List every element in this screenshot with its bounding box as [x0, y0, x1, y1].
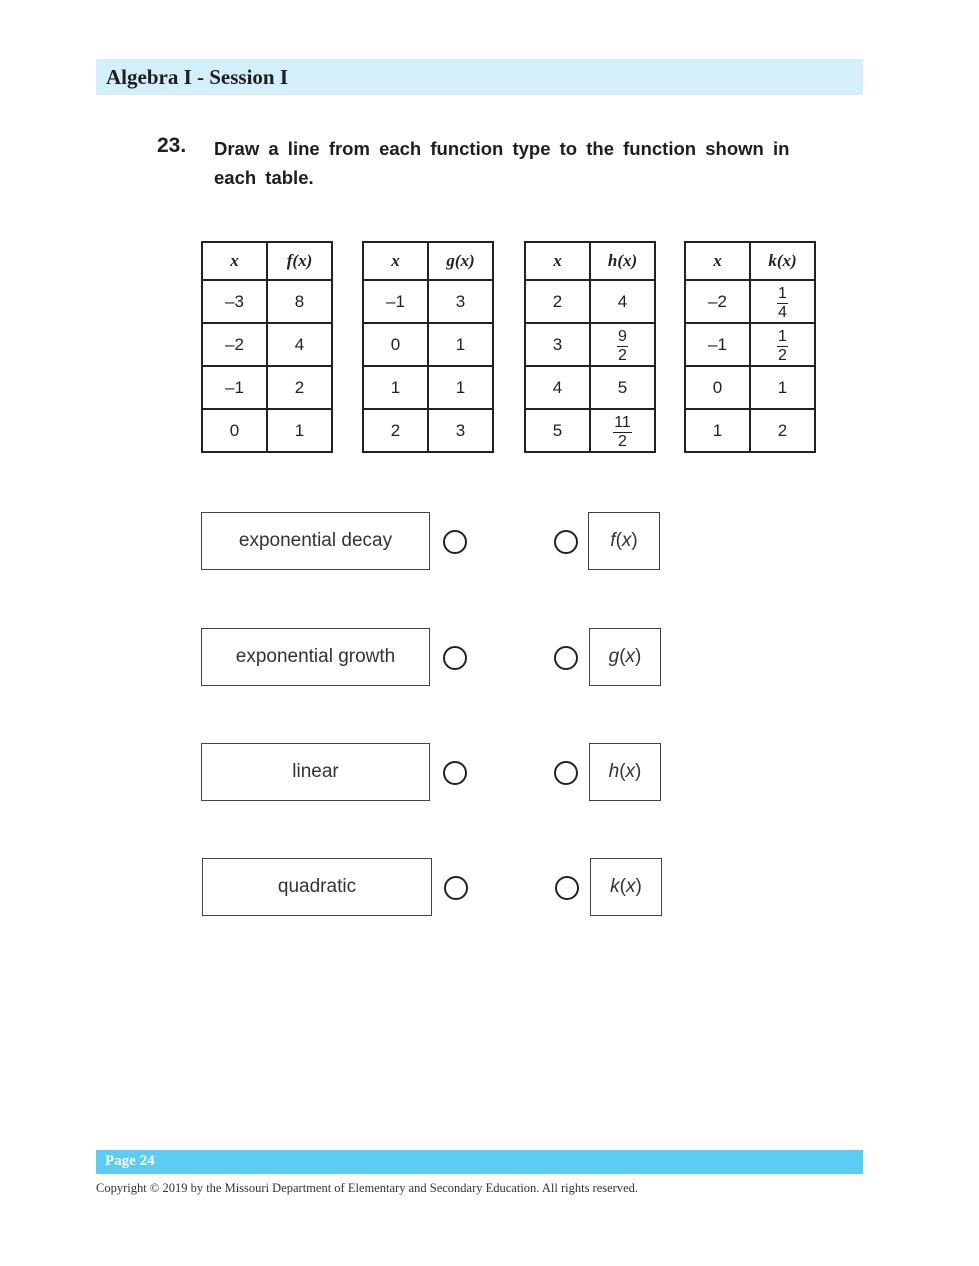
- table-f: [201, 241, 333, 453]
- left-connector-linear[interactable]: [443, 761, 467, 785]
- x-cell: 0: [363, 323, 428, 366]
- table-g: [362, 241, 494, 453]
- table-row: [525, 409, 655, 452]
- question-prompt: Draw a line from each function type to the function shown in each table.: [214, 138, 790, 188]
- table-row: [202, 323, 332, 366]
- table-row: [363, 409, 493, 452]
- table-row: [202, 280, 332, 323]
- function-name: h: [608, 761, 620, 782]
- table-k: [684, 241, 816, 453]
- fraction-denominator: 2: [618, 346, 627, 364]
- copyright-notice: Copyright © 2019 by the Missouri Department of Elementary and Secondary Education. All rights reserved.: [96, 1181, 639, 1195]
- type-box-linear[interactable]: [201, 743, 430, 801]
- x-cell: 0: [202, 409, 267, 452]
- y-cell: 1: [428, 323, 493, 366]
- fraction-numerator: 1: [778, 284, 787, 302]
- fraction: [613, 415, 632, 450]
- y-cell: 1: [267, 409, 332, 452]
- table-row: [202, 366, 332, 409]
- paren-close: ): [631, 530, 638, 551]
- paren-close: ): [635, 761, 642, 782]
- table-row: [685, 323, 815, 366]
- table-row: [525, 280, 655, 323]
- table-header-x: x: [685, 242, 750, 280]
- table-header-fn: f(x): [267, 242, 332, 280]
- y-cell: 4: [590, 280, 655, 323]
- paren-open: (: [619, 646, 626, 667]
- fraction: [777, 329, 788, 364]
- function-box-h[interactable]: [589, 743, 661, 801]
- table-row: [363, 280, 493, 323]
- table-row: [685, 280, 815, 323]
- fraction-numerator: 1: [778, 327, 787, 345]
- session-header: [96, 59, 863, 95]
- type-label: exponential growth: [235, 646, 396, 667]
- table-row: [685, 409, 815, 452]
- x-cell: –2: [202, 323, 267, 366]
- y-cell: 2: [267, 366, 332, 409]
- function-variable: x: [625, 646, 636, 667]
- x-cell: 1: [685, 409, 750, 452]
- table-header-fn: g(x): [428, 242, 493, 280]
- table-header-fn: k(x): [750, 242, 815, 280]
- x-cell: –2: [685, 280, 750, 323]
- y-cell: 8: [267, 280, 332, 323]
- fraction-numerator: 11: [614, 413, 631, 431]
- left-connector-quadratic[interactable]: [444, 876, 468, 900]
- y-cell: 1: [428, 366, 493, 409]
- session-title: Algebra I - Session I: [106, 65, 289, 89]
- x-cell: 3: [525, 323, 590, 366]
- y-cell: 1: [750, 366, 815, 409]
- function-box-f[interactable]: [588, 512, 660, 570]
- footer-bar: [96, 1150, 863, 1174]
- fraction-denominator: 4: [778, 303, 787, 321]
- x-cell: 0: [685, 366, 750, 409]
- type-box-exponential-growth[interactable]: [201, 628, 430, 686]
- type-label: linear: [292, 761, 339, 782]
- y-cell: [750, 280, 815, 323]
- table-header-x: x: [202, 242, 267, 280]
- table-row: [685, 366, 815, 409]
- table-header-x: x: [525, 242, 590, 280]
- x-cell: –1: [363, 280, 428, 323]
- paren-open: (: [619, 761, 626, 782]
- type-label: quadratic: [277, 876, 357, 897]
- function-variable: x: [621, 530, 632, 551]
- y-cell: [590, 409, 655, 452]
- type-box-quadratic[interactable]: [202, 858, 432, 916]
- table-row: [525, 323, 655, 366]
- paren-open: (: [619, 876, 626, 897]
- x-cell: 2: [525, 280, 590, 323]
- x-cell: 5: [525, 409, 590, 452]
- function-variable: x: [625, 761, 636, 782]
- fraction-numerator: 9: [618, 327, 627, 345]
- left-connector-exponential-decay[interactable]: [443, 530, 467, 554]
- x-cell: –1: [685, 323, 750, 366]
- x-cell: –1: [202, 366, 267, 409]
- y-cell: 2: [750, 409, 815, 452]
- y-cell: 3: [428, 280, 493, 323]
- y-cell: 3: [428, 409, 493, 452]
- table-header-x: x: [363, 242, 428, 280]
- right-connector-k[interactable]: [555, 876, 579, 900]
- fraction-denominator: 2: [778, 346, 787, 364]
- function-variable: x: [626, 876, 636, 897]
- y-cell: 5: [590, 366, 655, 409]
- fraction: [777, 286, 788, 321]
- x-cell: –3: [202, 280, 267, 323]
- paren-close: ): [635, 876, 642, 897]
- function-name: f: [610, 530, 616, 551]
- right-connector-h[interactable]: [554, 761, 578, 785]
- fraction-denominator: 2: [618, 432, 627, 450]
- table-header-fn: h(x): [590, 242, 655, 280]
- table-h: [524, 241, 656, 453]
- function-box-g[interactable]: [589, 628, 661, 686]
- y-cell: [590, 323, 655, 366]
- function-name: g: [608, 646, 620, 667]
- fraction: [617, 329, 628, 364]
- paren-open: (: [615, 530, 622, 551]
- page-number: Page 24: [105, 1153, 155, 1169]
- table-row: [202, 409, 332, 452]
- left-connector-exponential-growth[interactable]: [443, 646, 467, 670]
- x-cell: 2: [363, 409, 428, 452]
- function-name: k: [610, 876, 620, 897]
- table-row: [363, 323, 493, 366]
- x-cell: 1: [363, 366, 428, 409]
- y-cell: 4: [267, 323, 332, 366]
- question-number: 23.: [157, 134, 187, 157]
- y-cell: [750, 323, 815, 366]
- type-box-exponential-decay[interactable]: [201, 512, 430, 570]
- x-cell: 4: [525, 366, 590, 409]
- function-box-k[interactable]: [590, 858, 662, 916]
- table-row: [363, 366, 493, 409]
- type-label: exponential decay: [238, 530, 393, 551]
- right-connector-g[interactable]: [554, 646, 578, 670]
- right-connector-f[interactable]: [554, 530, 578, 554]
- paren-close: ): [635, 646, 642, 667]
- table-row: [525, 366, 655, 409]
